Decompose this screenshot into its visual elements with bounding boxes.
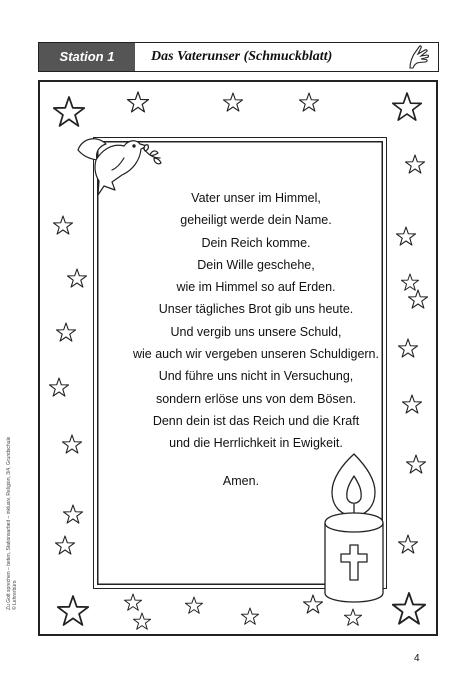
star-icon <box>405 155 424 173</box>
prayer-line: Und vergib uns unsere Schuld, <box>170 324 342 339</box>
star-icon <box>58 596 88 625</box>
star-icon <box>63 505 82 523</box>
page-title: Das Vaterunser (Schmuckblatt) <box>151 49 333 64</box>
prayer-line: und die Herrlichkeit in Ewigkeit. <box>169 436 343 451</box>
prayer-line: Und führe uns nicht in Versuchung, <box>158 369 354 384</box>
candle-with-cross-icon <box>325 454 383 602</box>
star-icon <box>393 593 425 624</box>
star-icon <box>406 455 425 473</box>
prayer-line: Vater unser im Himmel, <box>191 191 321 205</box>
star-icon <box>133 613 150 629</box>
prayer-line: sondern erlöse uns von dem Bösen. <box>155 391 357 406</box>
star-icon <box>223 93 242 111</box>
prayer-line: wie im Himmel so auf Erden. <box>176 280 336 295</box>
star-icon <box>241 608 258 624</box>
prayer-text <box>93 187 419 455</box>
star-icon <box>55 536 74 554</box>
prayer-line: geheiligt werde dein Name. <box>180 213 332 228</box>
star-icon <box>67 269 86 287</box>
prayer-line: Unser tägliches Brot gib uns heute. <box>158 302 354 317</box>
star-icon <box>303 595 322 613</box>
star-icon <box>124 594 141 610</box>
star-icon <box>49 378 68 396</box>
star-icon <box>56 323 75 341</box>
star-icon <box>344 609 361 625</box>
prayer-line: wie auch wir vergeben unseren Schuldigern. <box>133 347 379 362</box>
star-icon <box>53 216 72 234</box>
star-icon <box>185 597 202 613</box>
copyright-note <box>6 436 18 610</box>
star-icon <box>128 92 149 112</box>
prayer-line: Denn dein ist das Reich und die Kraft <box>152 413 360 428</box>
prayer-line: Dein Wille geschehe, <box>197 257 315 272</box>
star-icon <box>54 97 84 126</box>
star-icon <box>62 435 81 453</box>
copyright-line: © Lehrerbüro <box>12 580 18 610</box>
prayer-amen: Amen. <box>222 474 260 488</box>
star-icon <box>299 93 318 111</box>
prayer-line: Dein Reich komme. <box>201 235 311 250</box>
page-number: 4 <box>414 653 420 664</box>
star-icon <box>398 535 417 553</box>
star-icon <box>393 93 422 120</box>
station-label: Station 1 <box>39 43 135 71</box>
copyright-line: Zu Gott sprechen – beten, Stationsarbeit – inklusiv, Religion, 3/4, Grundschule <box>6 436 12 610</box>
